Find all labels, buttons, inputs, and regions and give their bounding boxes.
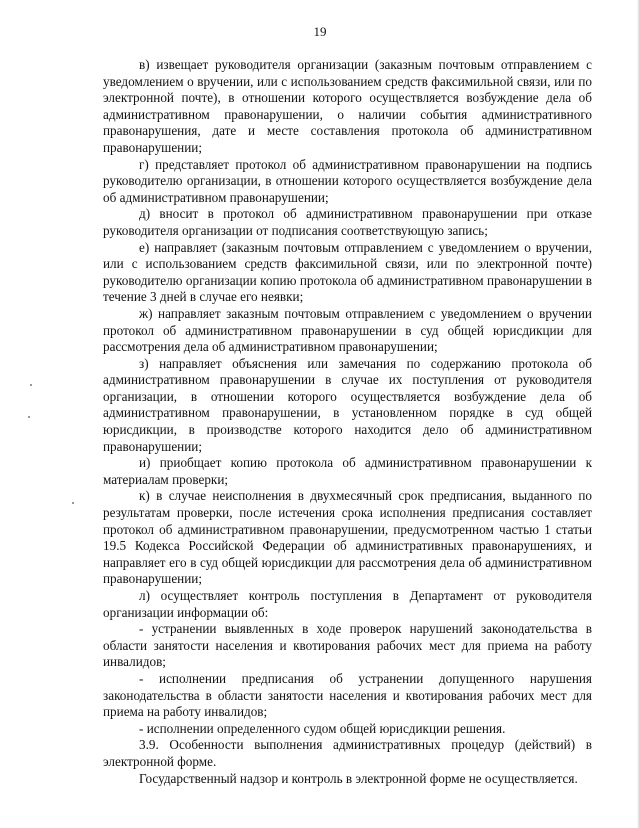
paragraph-e: е) направляет (заказным почтовым отправлением с уведомлением о вручении, или с использованием средств факсимильной связи, или по электронной почте) руководителю организации копию протокола об административном правонарушении в течение 3 дней в случае его неявки; (103, 239, 592, 305)
scan-speck (28, 416, 30, 418)
paragraph-zh: ж) направляет заказным почтовым отправлением с уведомлением о вручении протокол об административном правонарушении в суд общей юрисдикции для рассмотрения дела об административном правонарушении; (103, 305, 592, 355)
paragraph-k: к) в случае неисполнения в двухмесячный срок предписания, выданного по результатам проверки, после истечения срока исполнения предписания составляет протокол об административном правонарушении, предусмотренном частью 1 статьи 19.5 Кодекса Российской Федерации об административных правонарушениях, и направляет его в суд общей юрисдикции для рассмотрения дела об административном правонарушении; (103, 488, 592, 587)
paragraph-z: з) направляет объяснения или замечания по содержанию протокола об административном правонарушении в случае их поступления от руководителя организации, в отношении которого осуществляется возбуждение дела об административном правонарушении, в установленном порядке в суд общей юрисдикции, в производстве которого находится дело об административном правонарушении; (103, 355, 592, 454)
paragraph-d: д) вносит в протокол об административном правонарушении при отказе руководителя организации от подписания соответствующую запись; (103, 206, 592, 238)
page-number: 19 (313, 24, 327, 39)
bullet-item: - устранении выявленных в ходе проверок нарушений законодательства в области занятости населения и квотирования рабочих мест для приема на работу инвалидов; (103, 621, 592, 670)
document-body (103, 57, 592, 787)
scan-speck (30, 384, 32, 386)
section-3-9-heading: 3.9. Особенности выполнения административных процедур (действий) в электронной форме. (103, 737, 592, 769)
paragraph-l: л) осуществляет контроль поступления в Департамент от руководителя организации информации об: (103, 588, 592, 620)
bullet-item: - исполнении определенного судом общей юрисдикции решения. (139, 720, 506, 736)
paragraph-g: г) представляет протокол об административном правонарушении на подпись руководителю организации, в отношении которого осуществляется возбуждение дела об административном правонарушении; (103, 156, 592, 205)
scan-speck (72, 502, 74, 504)
paragraph-i: и) приобщает копию протокола об административном правонарушении к материалам проверки; (103, 455, 592, 487)
bullet-item: - исполнении предписания об устранении допущенного нарушения законодательства в области занятости населения и квотирования рабочих мест для приема на работу инвалидов; (103, 670, 592, 720)
paragraph-v: в) извещает руководителя организации (заказным почтовым отправлением с уведомлением о вручении, или с использованием средств факсимильной связи, или по электронной почте), в отношении которого осуществляется возбуждение дела об административном правонарушении, о наличии события административного правонарушения, дате и месте составления протокола об административном правонарушении; (103, 57, 592, 155)
paragraph-final: Государственный надзор и контроль в электронной форме не осуществляется. (139, 770, 578, 786)
